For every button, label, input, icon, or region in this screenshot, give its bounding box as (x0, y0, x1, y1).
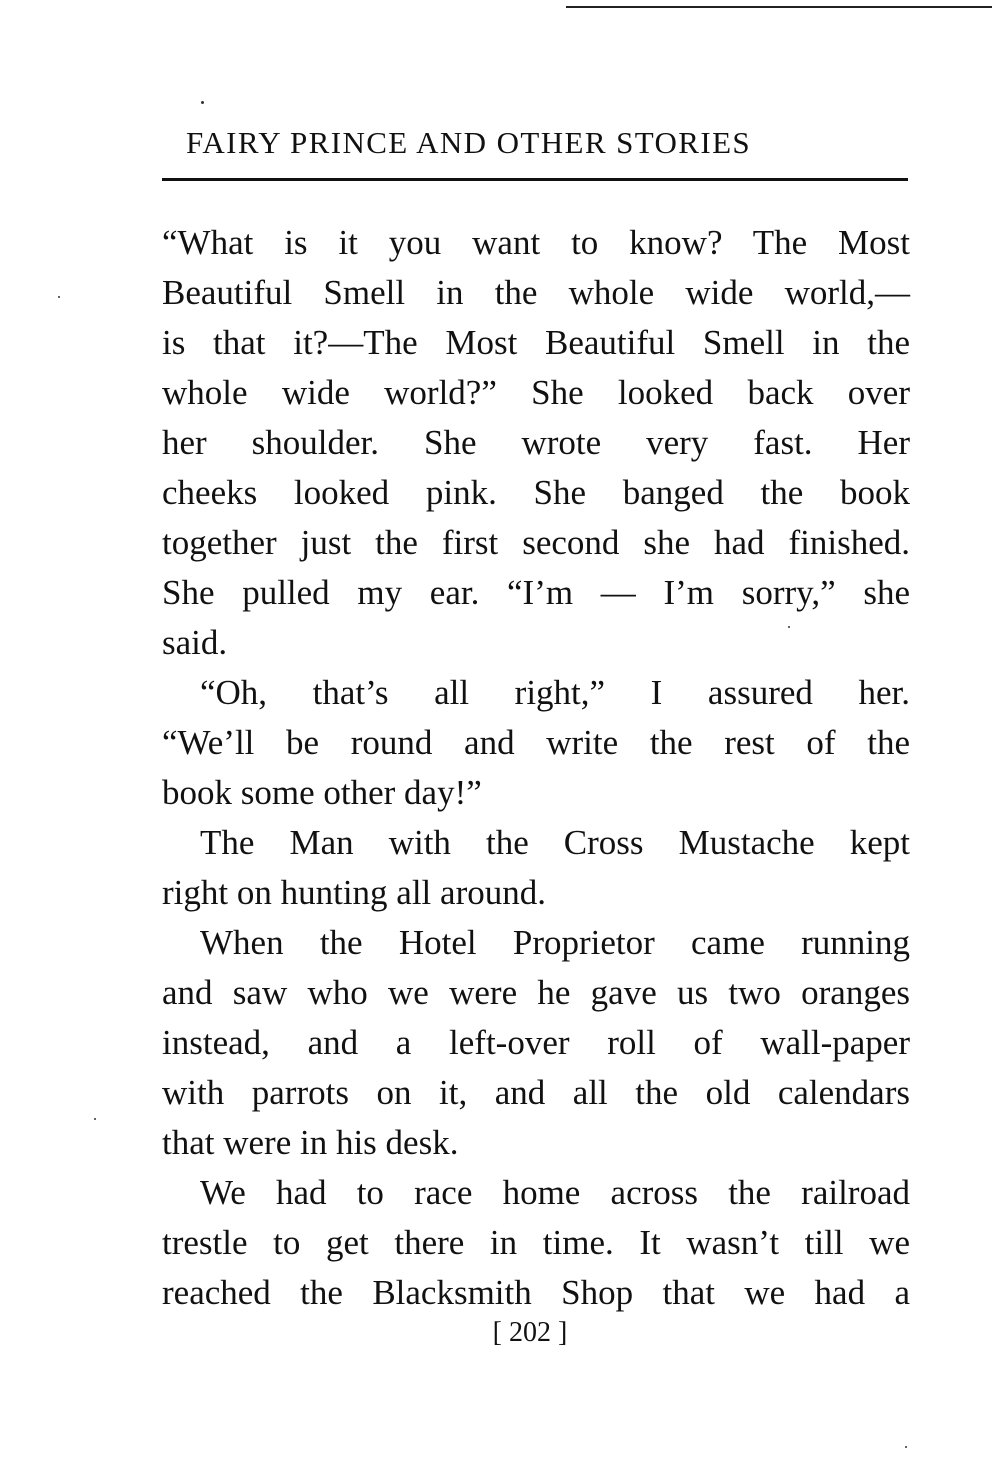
text-line: The Man with the Cross Mustache kept (200, 823, 910, 862)
text-line: with parrots on it, and all the old calendars (162, 1073, 910, 1112)
paragraph (162, 1168, 910, 1318)
text-line: and saw who we were he gave us two oranges (162, 973, 910, 1012)
text-line: “What is it you want to know? The Most (162, 223, 910, 262)
text-line: is that it?—The Most Beautiful Smell in the (162, 323, 910, 362)
paragraph (162, 218, 910, 668)
body-text (162, 218, 910, 1318)
text-line: We had to race home across the railroad (200, 1173, 910, 1212)
text-line: right on hunting all around. (162, 873, 546, 912)
text-line: book some other day!” (162, 773, 482, 812)
running-head: FAIRY PRINCE AND OTHER STORIES (186, 125, 752, 160)
paragraph (162, 918, 910, 1168)
scan-speck (201, 101, 204, 104)
paragraph (162, 818, 910, 918)
text-line: “We’ll be round and write the rest of the (162, 723, 910, 762)
scan-speck (788, 626, 790, 628)
text-line: that were in his desk. (162, 1123, 459, 1162)
page-number: [ 202 ] (492, 1317, 568, 1348)
scan-speck (94, 1118, 96, 1120)
text-line: trestle to get there in time. It wasn’t till we (162, 1223, 910, 1262)
scan-speck (905, 1446, 907, 1448)
text-line: instead, and a left-over roll of wall-paper (162, 1023, 910, 1062)
text-line: her shoulder. She wrote very fast. Her (162, 423, 910, 462)
scan-speck (58, 296, 60, 298)
text-line: whole wide world?” She looked back over (162, 373, 910, 412)
text-line: “Oh, that’s all right,” I assured her. (200, 673, 910, 712)
header-rule (162, 178, 908, 181)
paragraph (162, 668, 910, 818)
text-line: cheeks looked pink. She banged the book (162, 473, 910, 512)
text-line: When the Hotel Proprietor came running (200, 923, 910, 962)
text-line: Beautiful Smell in the whole wide world,— (162, 273, 910, 312)
text-line: together just the first second she had finished. (162, 523, 910, 562)
top-edge-rule (566, 6, 992, 8)
text-line: reached the Blacksmith Shop that we had a (162, 1273, 910, 1312)
text-line: said. (162, 623, 228, 662)
text-line: She pulled my ear. “I’m — I’m sorry,” she (162, 573, 910, 612)
